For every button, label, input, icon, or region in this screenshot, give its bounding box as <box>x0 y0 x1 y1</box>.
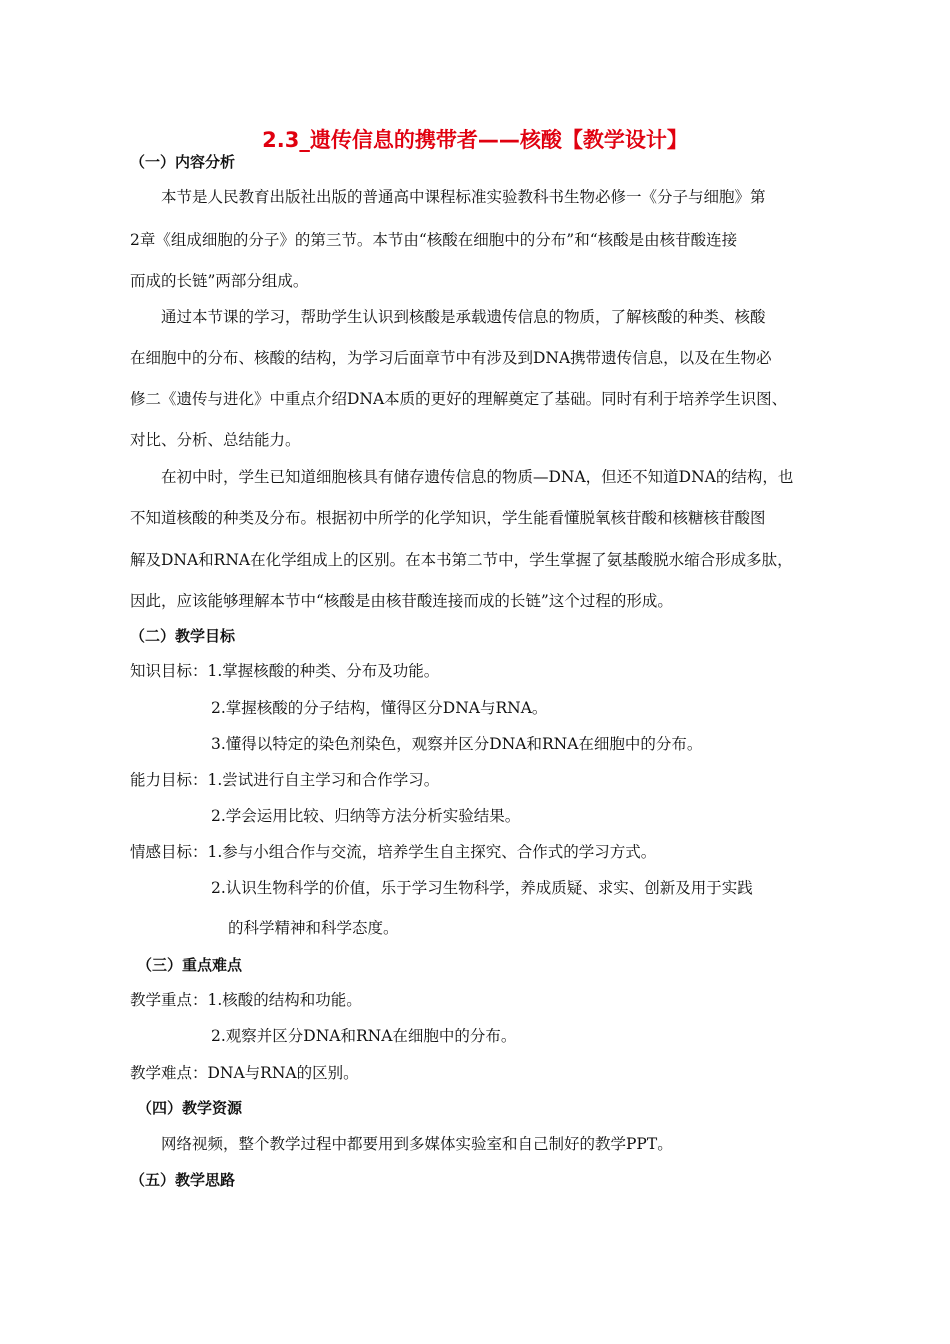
section-heading-resources: （四）教学资源 <box>137 1099 243 1117</box>
goal-line: 2.认识生物科学的价值，乐于学习生物科学，养成质疑、求实、创新及用于实践 <box>211 879 753 897</box>
key-point-line: 2.观察并区分DNA和RNA在细胞中的分布。 <box>211 1027 517 1045</box>
goal-line: 知识目标：1.掌握核酸的种类、分布及功能。 <box>130 662 440 680</box>
document-title: 2.3_遗传信息的携带者——核酸【教学设计】 <box>262 128 688 152</box>
paragraph-line: 修二《遗传与进化》中重点介绍DNA本质的更好的理解奠定了基础。同时有利于培养学生识图、 <box>130 390 788 408</box>
goal-line: 2.掌握核酸的分子结构，懂得区分DNA与RNA。 <box>211 699 548 717</box>
paragraph-line: 在初中时，学生已知道细胞核具有储存遗传信息的物质—DNA，但还不知道DNA的结构，也 <box>161 468 794 486</box>
key-point-line: 教学重点：1.核酸的结构和功能。 <box>130 991 362 1009</box>
paragraph-line: 2章《组成细胞的分子》的第三节。本节由“核酸在细胞中的分布”和“核酸是由核苷酸连接 <box>130 231 738 249</box>
paragraph-line: 解及DNA和RNA在化学组成上的区别。在本书第二节中，学生掌握了氨基酸脱水缩合形成多肽， <box>130 551 793 569</box>
paragraph-line: 通过本节课的学习，帮助学生认识到核酸是承载遗传信息的物质，了解核酸的种类、核酸 <box>161 308 766 326</box>
resource-line: 网络视频，整个教学过程中都要用到多媒体实验室和自己制好的教学PPT。 <box>161 1135 673 1153</box>
goal-line: 能力目标：1.尝试进行自主学习和合作学习。 <box>130 771 440 789</box>
goal-line: 的科学精神和科学态度。 <box>228 919 399 937</box>
goal-line: 2.学会运用比较、归纳等方法分析实验结果。 <box>211 807 521 825</box>
section-heading-key-points: （三）重点难点 <box>137 956 243 974</box>
difficulty-line: 教学难点：DNA与RNA的区别。 <box>130 1064 359 1082</box>
section-heading-content-analysis: （一）内容分析 <box>130 153 236 171</box>
paragraph-line: 对比、分析、总结能力。 <box>130 431 301 449</box>
paragraph-line: 不知道核酸的种类及分布。根据初中所学的化学知识，学生能看懂脱氧核苷酸和核糖核苷酸图 <box>130 509 766 527</box>
paragraph-line: 而成的长链”两部分组成。 <box>130 272 309 290</box>
section-heading-teaching-approach: （五）教学思路 <box>130 1171 236 1189</box>
paragraph-line: 在细胞中的分布、核酸的结构，为学习后面章节中有涉及到DNA携带遗传信息，以及在生物必 <box>130 349 772 367</box>
goal-line: 3.懂得以特定的染色剂染色，观察并区分DNA和RNA在细胞中的分布。 <box>211 735 703 753</box>
paragraph-line: 因此，应该能够理解本节中“核酸是由核苷酸连接而成的长链”这个过程的形成。 <box>130 592 673 610</box>
paragraph-line: 本节是人民教育出版社出版的普通高中课程标准实验教科书生物必修一《分子与细胞》第 <box>161 188 766 206</box>
goal-line: 情感目标：1.参与小组合作与交流，培养学生自主探究、合作式的学习方式。 <box>130 843 657 861</box>
section-heading-teaching-goals: （二）教学目标 <box>130 627 236 645</box>
